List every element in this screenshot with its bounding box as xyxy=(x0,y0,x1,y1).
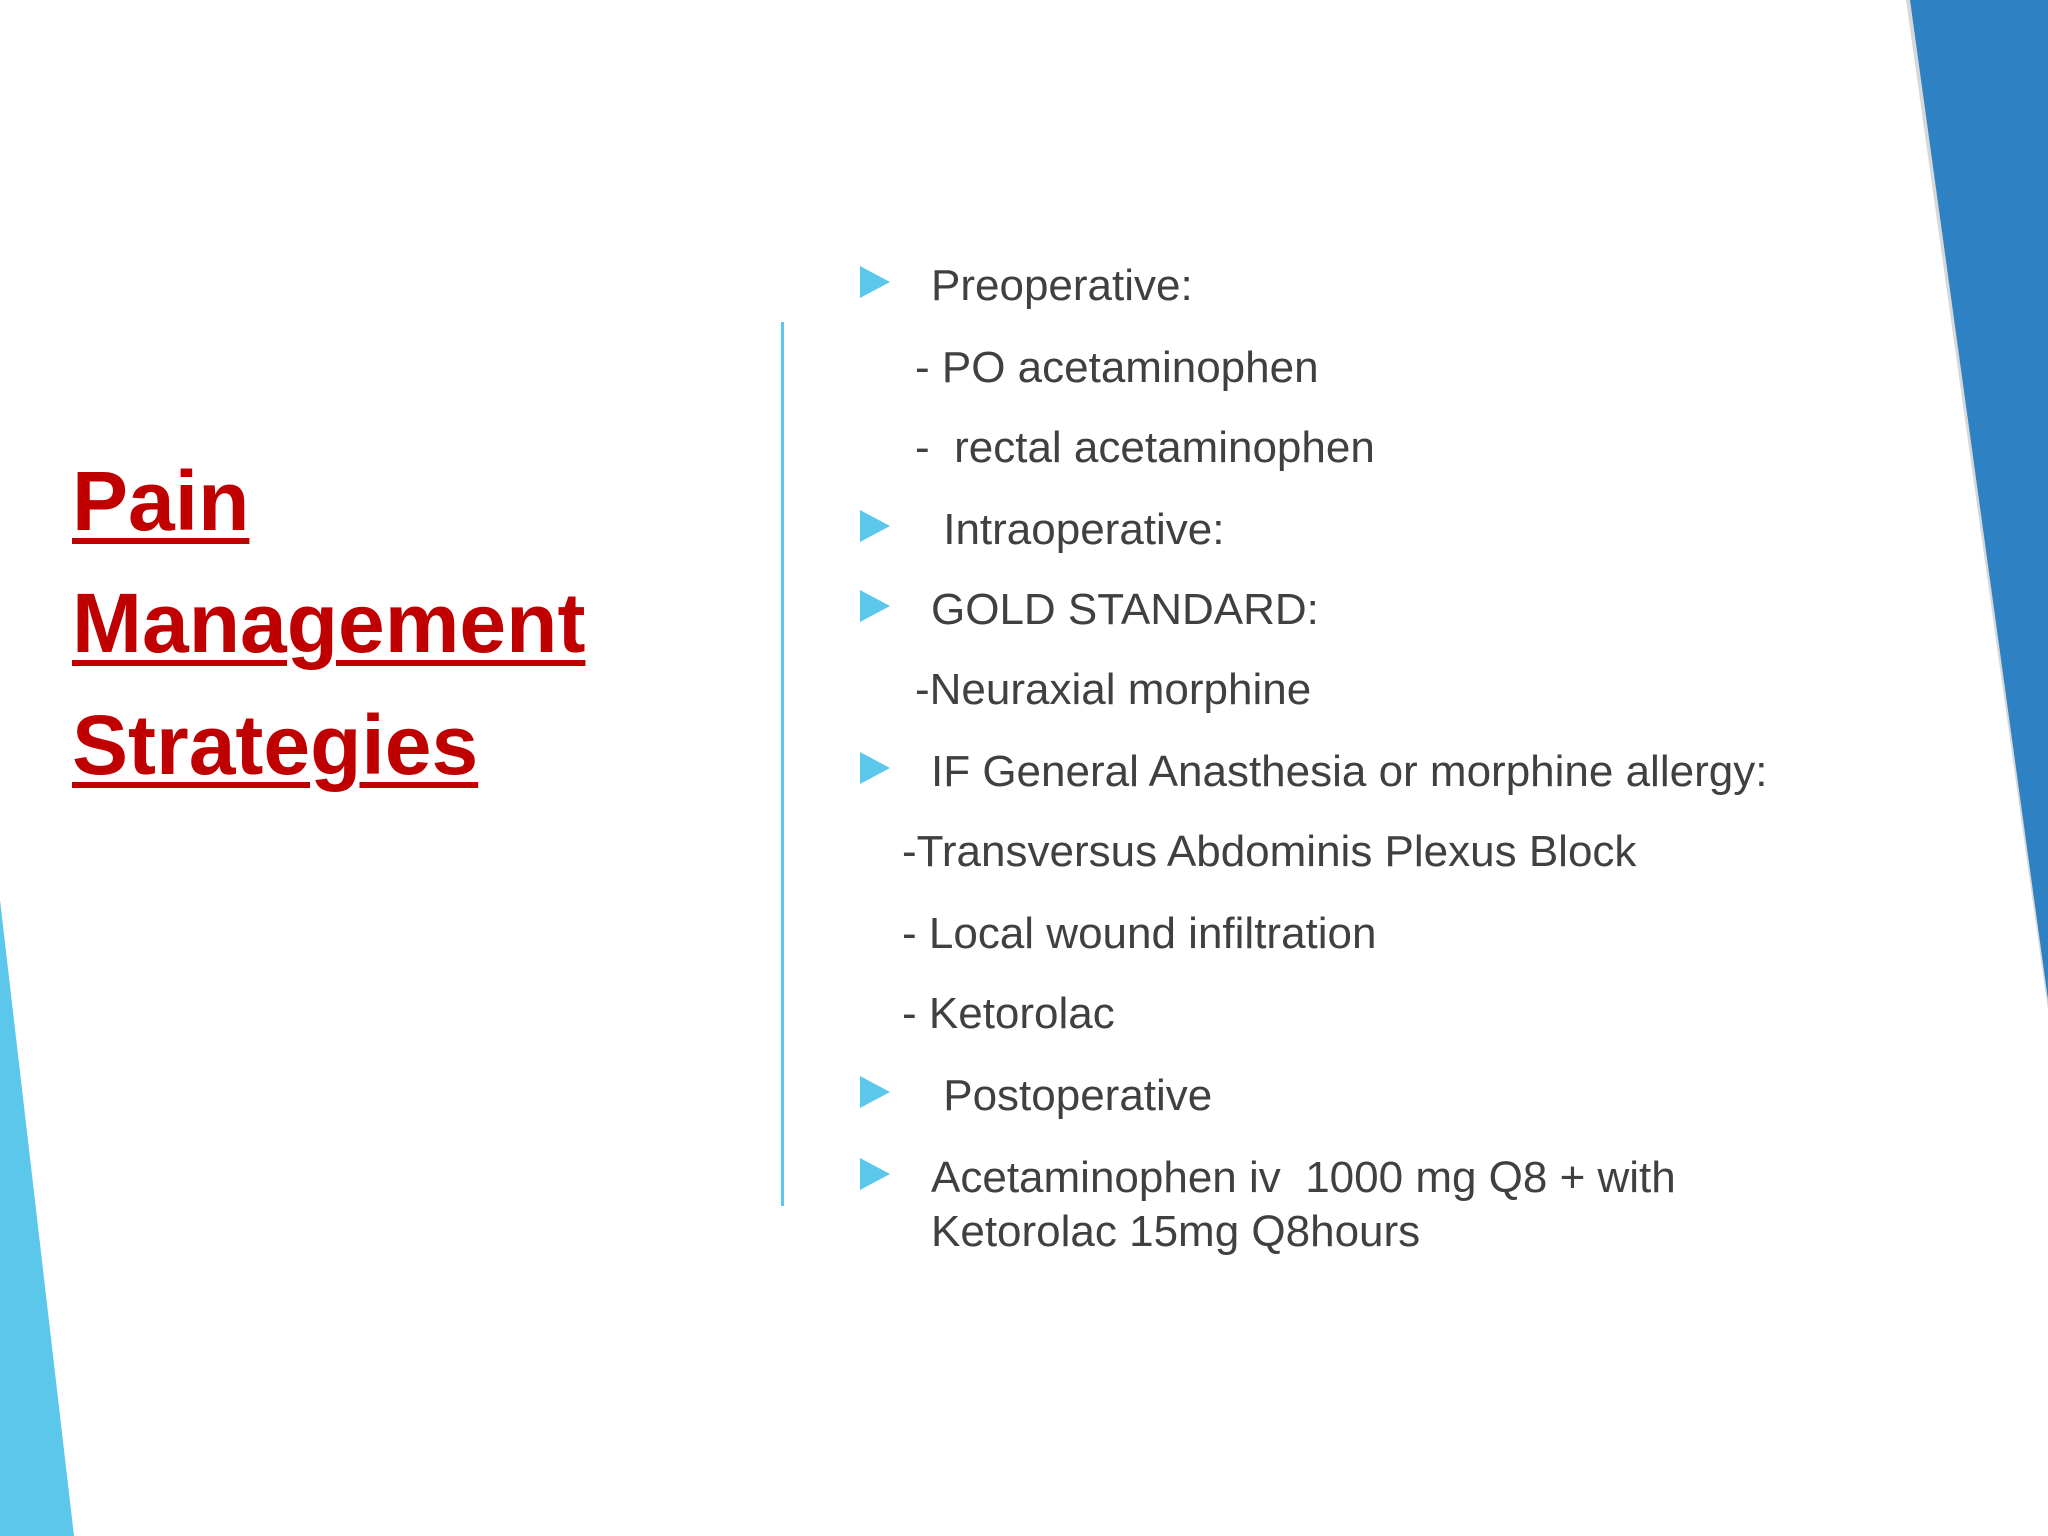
triangle-bullet-icon xyxy=(860,266,890,298)
list-item: Intraoperative: xyxy=(931,505,1225,554)
title-line-2: Management xyxy=(72,576,586,670)
list-item-continuation: Ketorolac 15mg Q8hours xyxy=(931,1207,1421,1256)
list-item: Preoperative: xyxy=(931,261,1193,310)
title-line-3: Strategies xyxy=(72,698,479,792)
list-item: Acetaminophen iv 1000 mg Q8 + with xyxy=(931,1153,1676,1202)
list-item: GOLD STANDARD: xyxy=(931,585,1319,634)
list-item: - Local wound infiltration xyxy=(902,909,1377,958)
list-item: Postoperative xyxy=(931,1071,1213,1120)
list-item: - rectal acetaminophen xyxy=(915,423,1375,472)
list-item: -Neuraxial morphine xyxy=(915,665,1312,714)
triangle-bullet-icon xyxy=(860,1076,890,1108)
list-item: - PO acetaminophen xyxy=(915,343,1319,392)
title-line-1: Pain xyxy=(72,454,250,548)
triangle-bullet-icon xyxy=(860,1158,890,1190)
triangle-bullet-icon xyxy=(860,510,890,542)
triangle-bullet-icon xyxy=(860,752,890,784)
triangle-bullet-icon xyxy=(860,590,890,622)
list-item: - Ketorolac xyxy=(902,989,1115,1038)
list-item: IF General Anasthesia or morphine allergy: xyxy=(931,747,1768,796)
list-item: -Transversus Abdominis Plexus Block xyxy=(902,827,1637,876)
